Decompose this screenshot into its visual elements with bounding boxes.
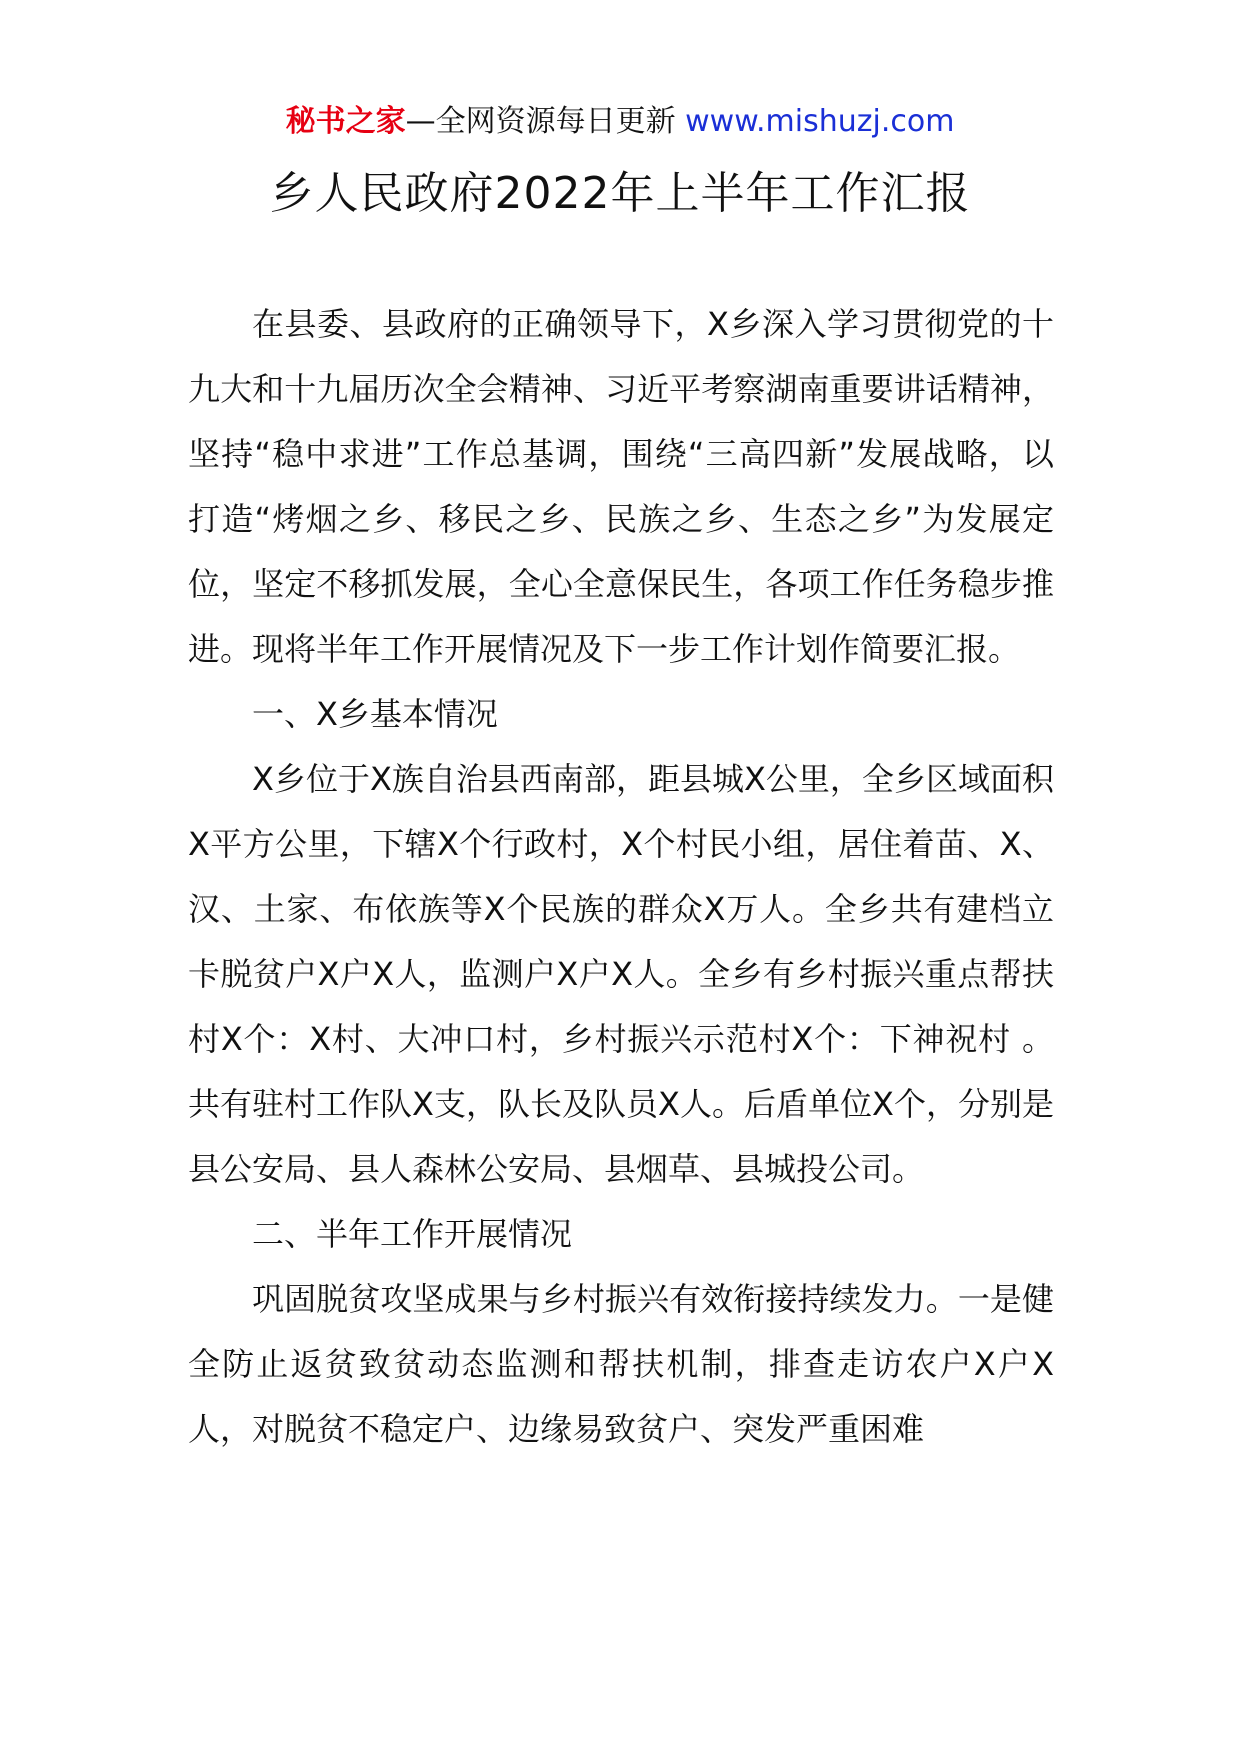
site-url-link[interactable]: www.mishuzj.com (685, 104, 955, 139)
section-2-heading: 二、半年工作开展情况 (252, 1215, 573, 1253)
document-body (188, 292, 1054, 1462)
section-2-paragraph: 巩固脱贫攻坚成果与乡村振兴有效衔接持续发力。一是健全防止返贫致贫动态监测和帮扶机制，排查走访农户X户X人，对脱贫不稳定户、边缘易致贫户、突发严重困难 (188, 1280, 1054, 1448)
section-1-heading: 一、X乡基本情况 (252, 695, 498, 733)
brand-name: 秘书之家 (285, 104, 406, 139)
intro-paragraph: 在县委、县政府的正确领导下，X乡深入学习贯彻党的十九大和十九届历次全会精神、习近平考察湖南重要讲话精神，坚持“稳中求进”工作总基调，围绕“三高四新”发展战略，以打造“烤烟之乡、移民之乡、民族之乡、生态之乡”为发展定位，坚定不移抓发展，全心全意保民生，各项工作任务稳步推进。现将半年工作开展情况及下一步工作计划作简要汇报。 (188, 305, 1054, 668)
document-title: 乡人民政府2022年上半年工作汇报 (269, 168, 971, 219)
site-header (0, 102, 1240, 142)
header-tagline: —全网资源每日更新 (405, 104, 676, 139)
section-1-paragraph: X乡位于X族自治县西南部，距县城X公里，全乡区域面积X平方公里，下辖X个行政村，X个村民小组，居住着苗、X、汉、土家、布依族等X个民族的群众X万人。全乡共有建档立卡脱贫户X户X人，监测户X户X人。全乡有乡村振兴重点帮扶村X个：X村、大冲口村，乡村振兴示范村X个：下神祝村 。共有驻村工作队X支，队长及队员X人。后盾单位X个，分别是县公安局、县人森林公安局、县烟草、县城投公司。 (188, 760, 1054, 1188)
